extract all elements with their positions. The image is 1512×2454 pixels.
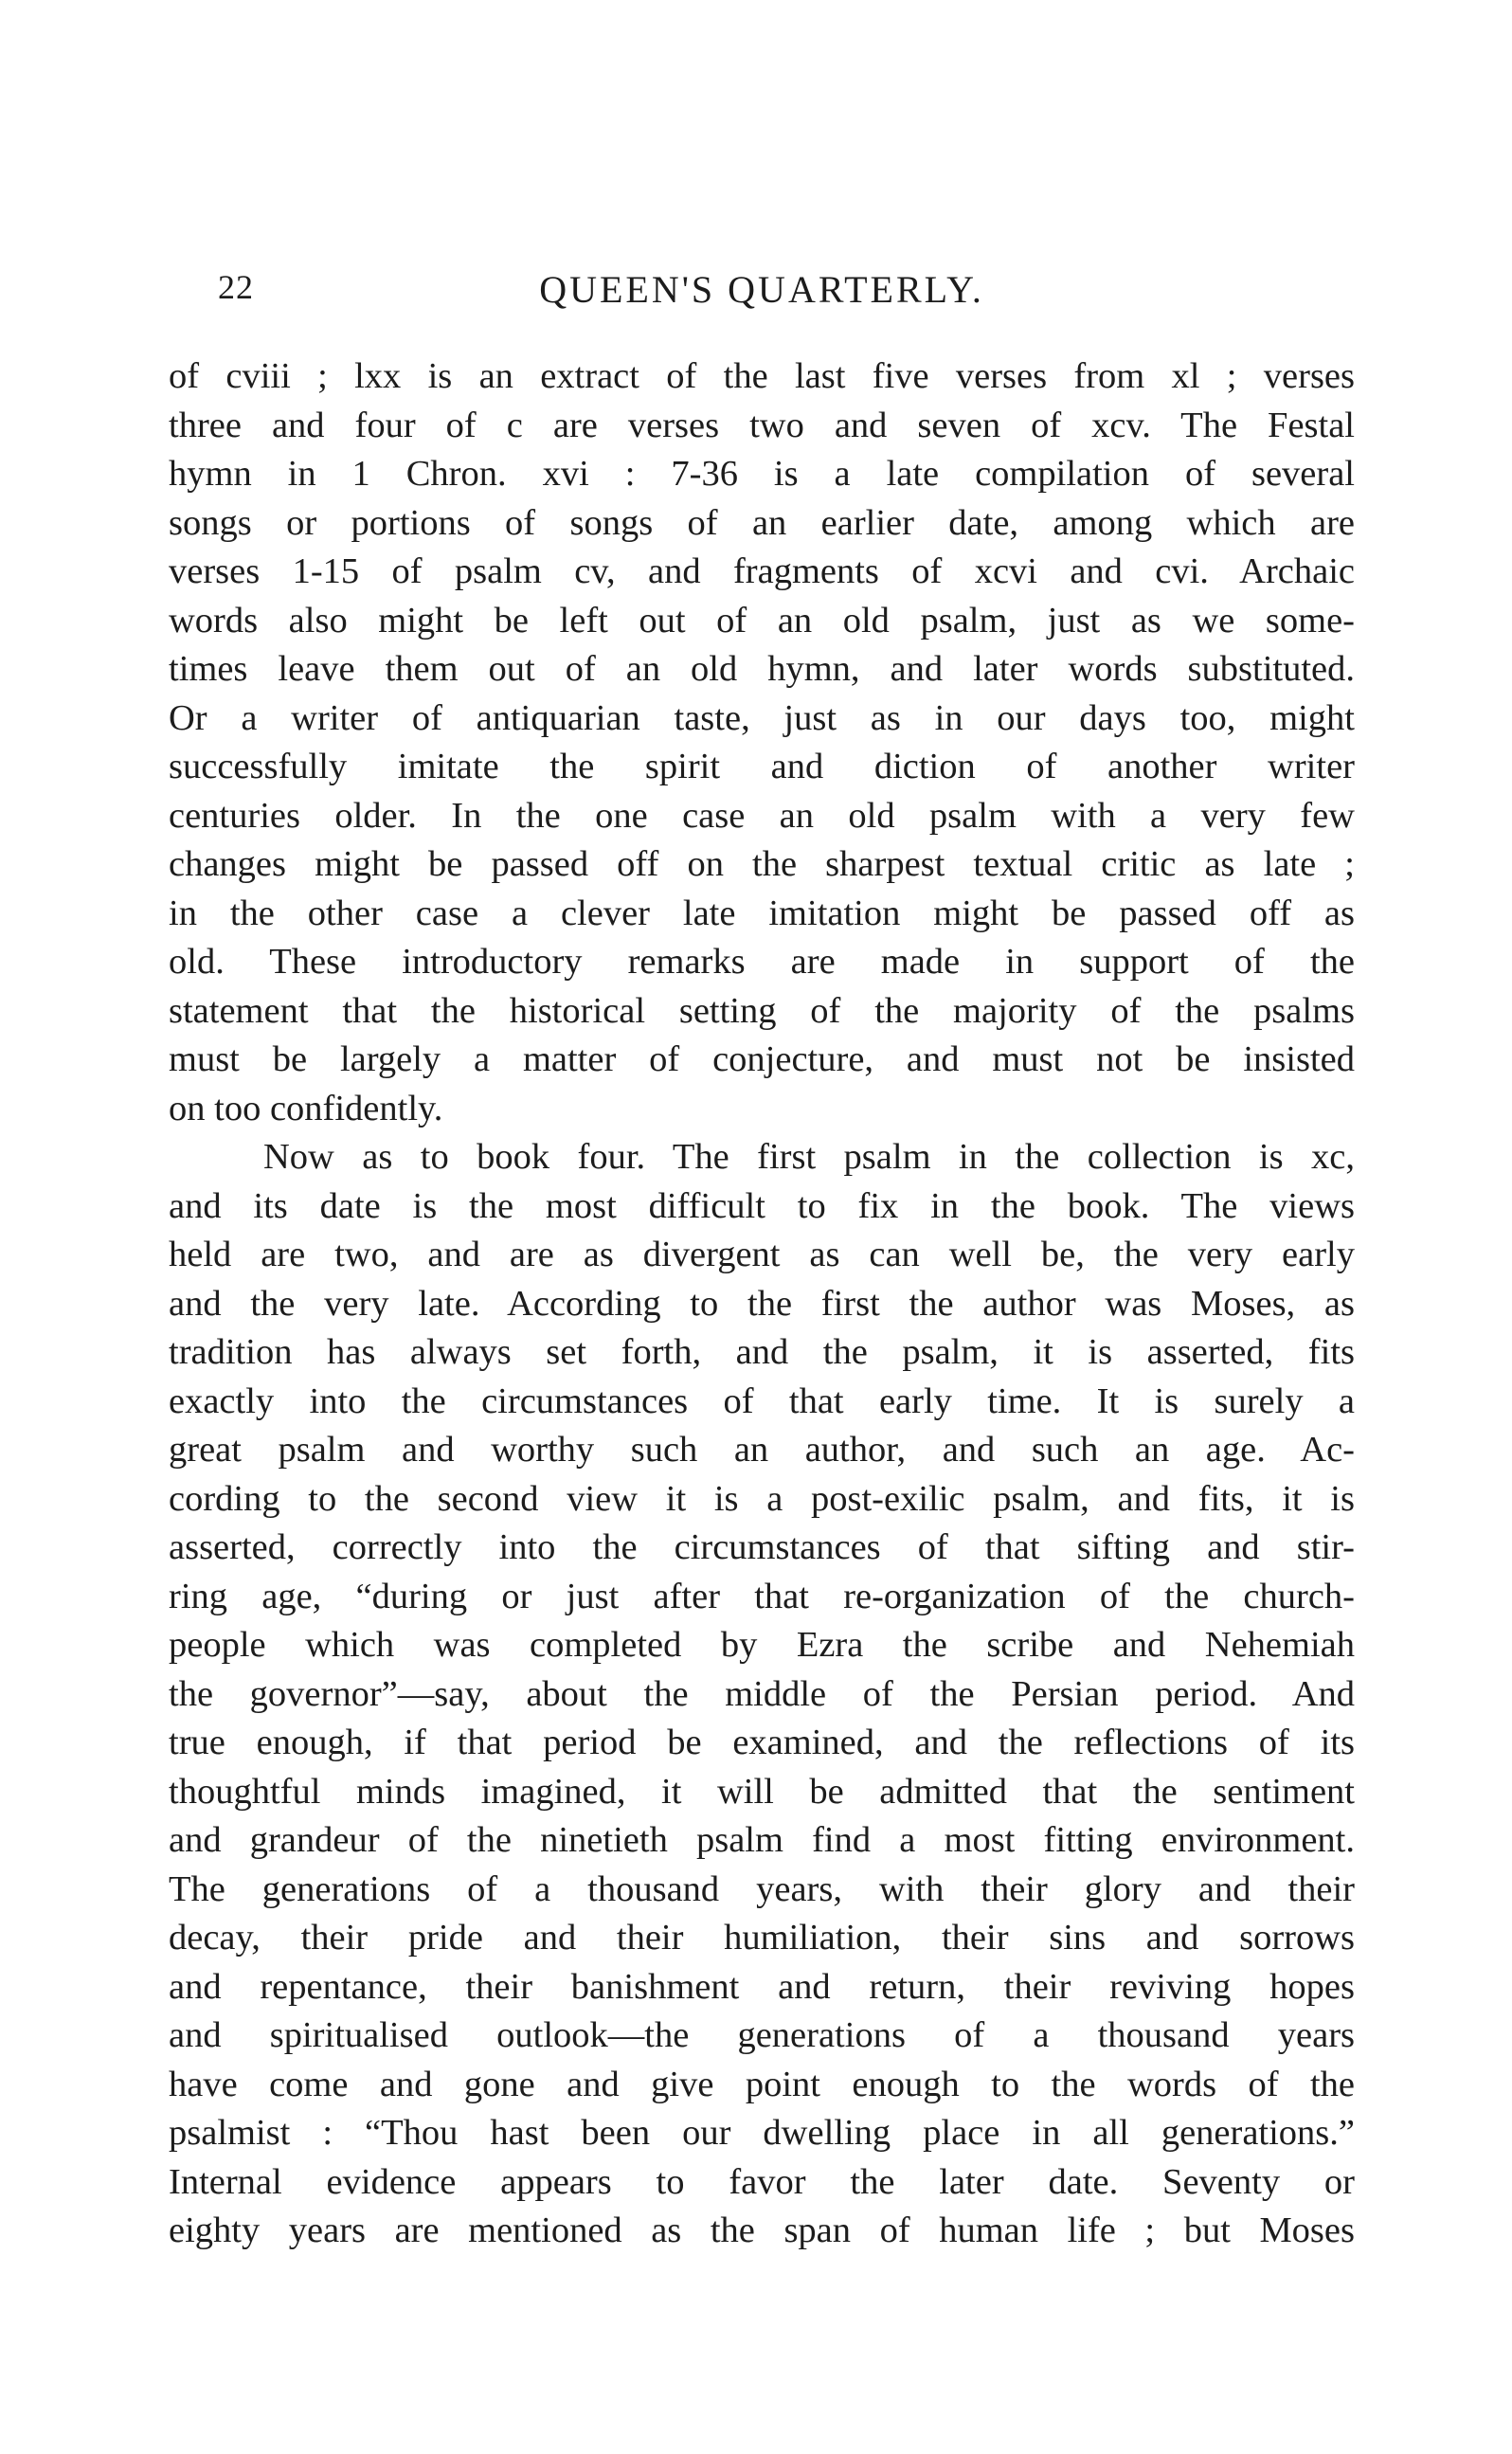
page-number: 22	[218, 268, 254, 306]
text-line: tradition has always set forth, and the psalm, it is asserted, fits	[169, 1332, 1355, 1372]
text-line: centuries older. In the one case an old psalm with a very few	[169, 795, 1355, 836]
paragraph-start-line: Now as to book four. The first psalm in the collection is xc,	[263, 1137, 1355, 1177]
text-line: of cviii ; lxx is an extract of the last five verses from xl ; verses	[169, 356, 1355, 396]
text-line: and its date is the most difficult to fix in the book. The views	[169, 1185, 1355, 1226]
text-line: people which was completed by Ezra the scribe and Nehemiah	[169, 1625, 1355, 1665]
text-line: words also might be left out of an old psalm, just as we some-	[169, 600, 1355, 641]
text-line: have come and gone and give point enough to the words of the	[169, 2064, 1355, 2104]
text-line: The generations of a thousand years, with their glory and their	[169, 1868, 1355, 1909]
text-line: three and four of c are verses two and seven of xcv. The Festal	[169, 405, 1355, 445]
text-line: psalmist : “Thou hast been our dwelling place in all generations.”	[169, 2113, 1355, 2153]
text-line: cording to the second view it is a post-exilic psalm, and fits, it is	[169, 1478, 1355, 1519]
text-line: and the very late. According to the first the author was Moses, as	[169, 1283, 1355, 1324]
text-line: and repentance, their banishment and return, their reviving hopes	[169, 1966, 1355, 2007]
text-line: old. These introductory remarks are made in support of the	[169, 942, 1355, 982]
text-line: songs or portions of songs of an earlier date, among which are	[169, 502, 1355, 543]
text-line: changes might be passed off on the sharpest textual critic as late ;	[169, 844, 1355, 884]
text-line: must be largely a matter of conjecture, and must not be insisted	[169, 1039, 1355, 1079]
text-line: eighty years are mentioned as the span of human life ; but Moses	[169, 2210, 1355, 2250]
text-line: in the other case a clever late imitation might be passed off as	[169, 893, 1355, 933]
text-line: asserted, correctly into the circumstances of that sifting and stir-	[169, 1527, 1355, 1567]
text-line: exactly into the circumstances of that early time. It is surely a	[169, 1380, 1355, 1421]
text-line: successfully imitate the spirit and diction of another writer	[169, 747, 1355, 786]
text-line: the governor”—say, about the middle of the Persian period. And	[169, 1673, 1355, 1714]
text-line: Internal evidence appears to favor the later date. Seventy or	[169, 2161, 1355, 2202]
text-line: true enough, if that period be examined, and the reflections of its	[169, 1723, 1355, 1762]
text-line: great psalm and worthy such an author, and such an age. Ac-	[169, 1430, 1355, 1470]
text-line: verses 1-15 of psalm cv, and fragments of xcvi and cvi. Archaic	[169, 551, 1355, 591]
text-line: and spiritualised outlook—the generations of a thousand years	[169, 2015, 1355, 2055]
text-line: ring age, “during or just after that re-organization of the church-	[169, 1576, 1355, 1616]
text-line: decay, their pride and their humiliation, their sins and sorrows	[169, 1918, 1355, 1958]
page-header	[169, 267, 1355, 315]
text-line: Or a writer of antiquarian taste, just as in our days too, might	[169, 697, 1355, 738]
body-text	[169, 352, 1355, 2256]
text-line: statement that the historical setting of the majority of the psalms	[169, 990, 1355, 1031]
paragraph-end-line: on too confidently.	[169, 1088, 443, 1128]
text-line: thoughtful minds imagined, it will be admitted that the sentiment	[169, 1771, 1355, 1812]
text-line: and grandeur of the ninetieth psalm find a most fitting environment.	[169, 1820, 1355, 1860]
text-line: hymn in 1 Chron. xvi : 7-36 is a late compilation of several	[169, 454, 1355, 494]
text-line: times leave them out of an old hymn, and later words substituted.	[169, 649, 1355, 689]
running-title: QUEEN'S QUARTERLY.	[539, 268, 984, 311]
text-line: held are two, and are as divergent as can well be, the very early	[169, 1235, 1355, 1274]
